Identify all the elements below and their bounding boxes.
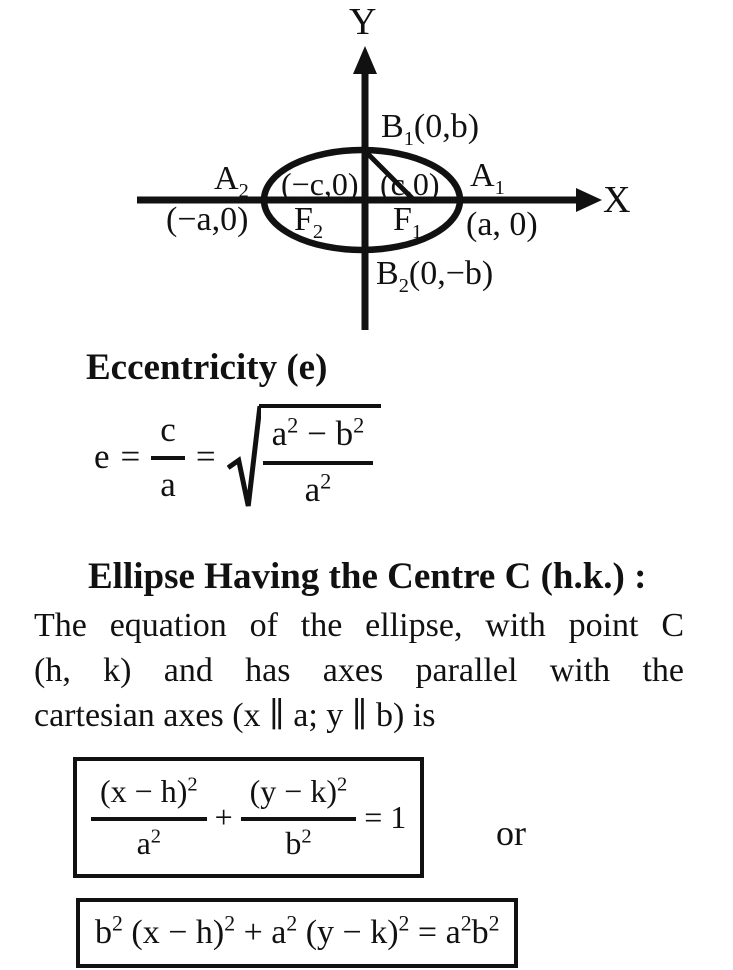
y-axis-label: Y (349, 1, 377, 43)
formula-lhs: e (94, 437, 110, 477)
fraction-denominator: $b^2$ (285, 824, 312, 861)
y-axis-arrowhead-icon (353, 46, 377, 74)
equals-sign: = (195, 437, 216, 477)
fraction-denominator: $a^2$ (136, 824, 162, 861)
radical-sign-icon (227, 404, 261, 510)
x-axis-label: X (603, 179, 631, 221)
fraction-denominator: a (160, 465, 176, 505)
fraction-numerator: $a^2 - b^2$ (271, 412, 365, 454)
label-f2-focus: $F_2$ (294, 201, 324, 243)
equation-rhs: 1 (390, 799, 407, 836)
standard-form-equation-box (73, 757, 424, 878)
fraction-numerator: $(x - h)^2$ (100, 773, 198, 809)
label-a1-coords: (a, 0) (466, 206, 538, 243)
x-axis-arrowhead-icon (576, 188, 602, 212)
equals-sign: = (364, 799, 383, 836)
axes-and-ellipse-graphic (0, 0, 733, 340)
label-f1-focus: $F_1$ (393, 201, 423, 243)
paragraph-line: (h, k) and has axes parallel with the (34, 652, 684, 689)
paragraph-line: cartesian axes (x ∥ a; y ∥ b) is (34, 697, 436, 734)
ellipse-diagram (0, 0, 733, 340)
label-f2-coords: (−c,0) (281, 166, 359, 202)
eccentricity-heading: Eccentricity (e) (86, 347, 328, 388)
label-f1-coords: (c,0) (380, 166, 440, 202)
centre-section-heading: Ellipse Having the Centre C (h.k.) : (88, 556, 647, 597)
expanded-form-equation-box (76, 898, 518, 968)
fraction-under-radical (263, 414, 374, 508)
label-a2-vertex: $A_2$ (214, 160, 249, 202)
label-b2-vertex: $B_2(0,-b)$ (376, 255, 494, 297)
square-root (227, 404, 382, 510)
fraction-x-term (91, 774, 207, 862)
label-a2-coords: (−a,0) (166, 201, 249, 238)
fraction-denominator: $a^2$ (304, 467, 332, 509)
plus-sign: + (214, 799, 233, 836)
radicand (259, 404, 382, 510)
eccentricity-formula (94, 404, 381, 510)
or-connector-label: or (496, 813, 526, 853)
fraction-y-term (241, 774, 357, 862)
label-a1-vertex: $A_1$ (470, 157, 505, 199)
equals-sign: = (120, 437, 141, 477)
label-b1-vertex: $B_1(0,b)$ (381, 108, 480, 150)
fraction-numerator: $(y - k)^2$ (249, 773, 348, 809)
paragraph-line: The equation of the ellipse, with point C (34, 607, 684, 644)
fraction-numerator: c (160, 409, 176, 449)
expanded-form-equation: $b^2$ $(x - h)^2 + a^2$ $(y - k)^2 = a^2b^2$ (95, 911, 500, 951)
fraction-c-over-a (151, 410, 185, 504)
centre-section-paragraph (34, 603, 684, 738)
